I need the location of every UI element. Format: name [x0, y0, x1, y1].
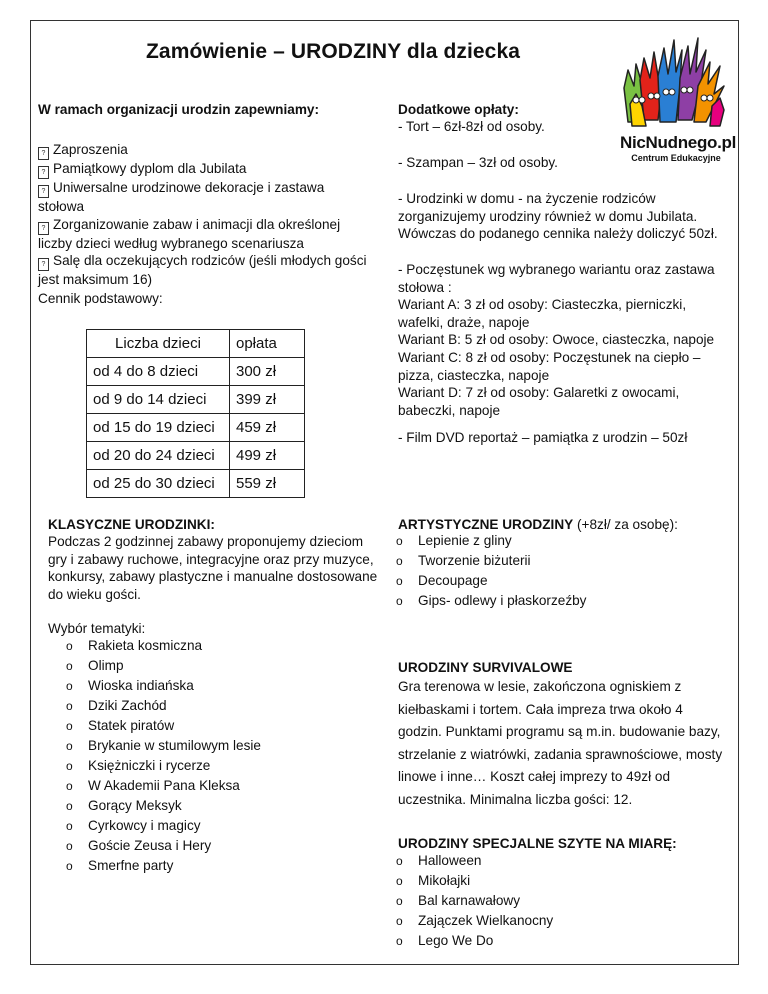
table-cell: 459 zł [230, 414, 305, 442]
specjalne-heading: URODZINY SPECJALNE SZYTE NA MIARĘ: [398, 836, 677, 851]
circle-bullet-icon: o [396, 874, 403, 888]
wariant-b: Wariant B: 5 zł od osoby: Owoce, ciasteczka, napoje [398, 332, 715, 348]
circle-bullet-icon: o [396, 594, 403, 608]
table-cell: od 25 do 30 dzieci [87, 470, 230, 498]
circle-bullet-icon: o [396, 534, 403, 548]
circle-bullet-icon: o [396, 554, 403, 568]
checkbox-icon: ? [38, 147, 49, 160]
dodatkowe-dom: - Urodzinki w domu - na życzenie rodziców zorganizujemy urodziny również w domu Jubilata. Wówczas do podanego cennika należy doliczyć 50zł. [398, 191, 718, 242]
circle-bullet-icon: o [66, 719, 73, 733]
list-item: o Lepienie z gliny [378, 531, 718, 551]
list-item: o Księżniczki i rycerze [48, 756, 368, 776]
logo [620, 30, 737, 165]
list-item: o Statek piratów [48, 716, 368, 736]
table-cell: 300 zł [230, 358, 305, 386]
table-cell: od 20 do 24 dzieci [87, 442, 230, 470]
table-header-row [87, 330, 305, 358]
circle-bullet-icon: o [396, 934, 403, 948]
circle-bullet-icon: o [66, 839, 73, 853]
dodatkowe-szampan: - Szampan – 3zł od osoby. [398, 155, 558, 170]
list-item: o Decoupage [378, 571, 718, 591]
logo-subtitle: Centrum Edukacyjne [631, 153, 721, 163]
list-item: o Mikołajki [378, 871, 718, 891]
list-item: o Rakieta kosmiczna [48, 636, 368, 656]
dodatkowe-poczestunek [398, 261, 734, 419]
list-item: o Tworzenie biżuterii [378, 551, 718, 571]
list-item: o Olimp [48, 656, 368, 676]
table-cell: 499 zł [230, 442, 305, 470]
list-item: o Lego We Do [378, 931, 718, 951]
list-item: o Dziki Zachód [48, 696, 368, 716]
table-cell: 399 zł [230, 386, 305, 414]
table-cell: od 15 do 19 dzieci [87, 414, 230, 442]
wariant-a: Wariant A: 3 zł od osoby: Ciasteczka, pierniczki, wafelki, draże, napoje [398, 297, 687, 330]
circle-bullet-icon: o [66, 859, 73, 873]
intro-item: ? Uniwersalne urodzinowe dekoracje i zastawa stołowa [38, 180, 325, 214]
list-item: o Cyrkowcy i magicy [48, 816, 368, 836]
circle-bullet-icon: o [66, 699, 73, 713]
circle-bullet-icon: o [396, 894, 403, 908]
intro-item: ? Pamiątkowy dyplom dla Jubilata [38, 160, 370, 179]
list-item: o Gorący Meksyk [48, 796, 368, 816]
table-header-cell: opłata [230, 330, 305, 358]
list-item: o Zajączek Wielkanocny [378, 911, 718, 931]
table-row [87, 414, 305, 442]
table-header-cell: Liczba dzieci [87, 330, 230, 358]
survival-body: Gra terenowa w lesie, zakończona ogniskiem z kiełbaskami i tortem. Cała impreza trwa około 4 godzin. Punktami programu są m.in. budowanie bazy, strzelanie z wiatrówki, zadania sprawnościowe, mosty linowe i inne… Koszt całej imprezy to 49zł od uczestnika. Minimalna liczba gości: 12. [398, 679, 723, 807]
themes-label: Wybór tematyki: [48, 621, 146, 636]
intro-heading: W ramach organizacji urodzin zapewniamy: [38, 102, 319, 117]
circle-bullet-icon: o [66, 739, 73, 753]
circle-bullet-icon: o [66, 639, 73, 653]
circle-bullet-icon: o [396, 574, 403, 588]
hands-logo-icon [620, 30, 732, 134]
poczestunek-intro: - Poczęstunek wg wybranego wariantu oraz zastawa stołowa : [398, 262, 715, 295]
checkbox-icon: ? [38, 222, 49, 235]
price-table [86, 329, 305, 498]
circle-bullet-icon: o [66, 779, 73, 793]
table-row [87, 470, 305, 498]
page-title: Zamówienie – URODZINY dla dziecka [146, 40, 521, 63]
artystyczne-list [378, 531, 718, 611]
klasyczne-heading: KLASYCZNE URODZINKI: [48, 517, 215, 532]
list-item: o Wioska indiańska [48, 676, 368, 696]
table-row [87, 442, 305, 470]
dodatkowe-tort: - Tort – 6zł-8zł od osoby. [398, 119, 545, 134]
survival-heading: URODZINY SURVIVALOWE [398, 660, 573, 675]
intro-item: ? Zorganizowanie zabaw i animacji dla określonej liczby dzieci według wybranego scenariusza [38, 216, 341, 251]
circle-bullet-icon: o [66, 819, 73, 833]
list-item: o Brykanie w stumilowym lesie [48, 736, 368, 756]
artystyczne-price: (+8zł/ za osobę): [573, 517, 678, 532]
klasyczne-body: Podczas 2 godzinnej zabawy proponujemy dzieciom gry i zabawy ruchowe, integracyjne oraz przy muzyce, konkursy, zabawy plastyczne i manualne dostosowane do wieku gości. [48, 534, 378, 602]
table-row [87, 386, 305, 414]
dodatkowe-film: - Film DVD reportaż – pamiątka z urodzin – 50zł [398, 430, 688, 445]
list-item: o Goście Zeusa i Hery [48, 836, 368, 856]
checkbox-icon: ? [38, 166, 49, 179]
table-cell: 559 zł [230, 470, 305, 498]
themes-list [48, 636, 368, 876]
list-item: o W Akademii Pana Kleksa [48, 776, 368, 796]
circle-bullet-icon: o [396, 914, 403, 928]
list-item: o Smerfne party [48, 856, 368, 876]
checkbox-icon: ? [38, 185, 49, 198]
circle-bullet-icon: o [66, 799, 73, 813]
intro-item: ? Salę dla oczekujących rodziców (jeśli młodych gości jest maksimum 16) [38, 253, 367, 288]
circle-bullet-icon: o [66, 679, 73, 693]
cennik-label: Cennik podstawowy: [38, 291, 163, 306]
intro-item: ? Zaproszenia [38, 141, 370, 160]
artystyczne-heading: ARTYSTYCZNE URODZINY [398, 517, 574, 532]
circle-bullet-icon: o [66, 759, 73, 773]
wariant-c: Wariant C: 8 zł od osoby: Poczęstunek na ciepło – pizza, ciasteczka, napoje [398, 349, 701, 383]
intro-list [38, 141, 370, 289]
checkbox-icon: ? [38, 258, 49, 271]
table-cell: od 4 do 8 dzieci [87, 358, 230, 386]
table-cell: od 9 do 14 dzieci [87, 386, 230, 414]
list-item: o Halloween [378, 851, 718, 871]
circle-bullet-icon: o [66, 659, 73, 673]
specjalne-list [378, 851, 718, 951]
circle-bullet-icon: o [396, 854, 403, 868]
wariant-d: Wariant D: 7 zł od osoby: Galaretki z owocami, babeczki, napoje [398, 385, 680, 418]
list-item: o Bal karnawałowy [378, 891, 718, 911]
logo-name: NicNudnego.pl [620, 133, 737, 152]
list-item: o Gips- odlewy i płaskorzeźby [378, 591, 718, 611]
dodatkowe-heading: Dodatkowe opłaty: [398, 102, 519, 117]
table-row [87, 358, 305, 386]
